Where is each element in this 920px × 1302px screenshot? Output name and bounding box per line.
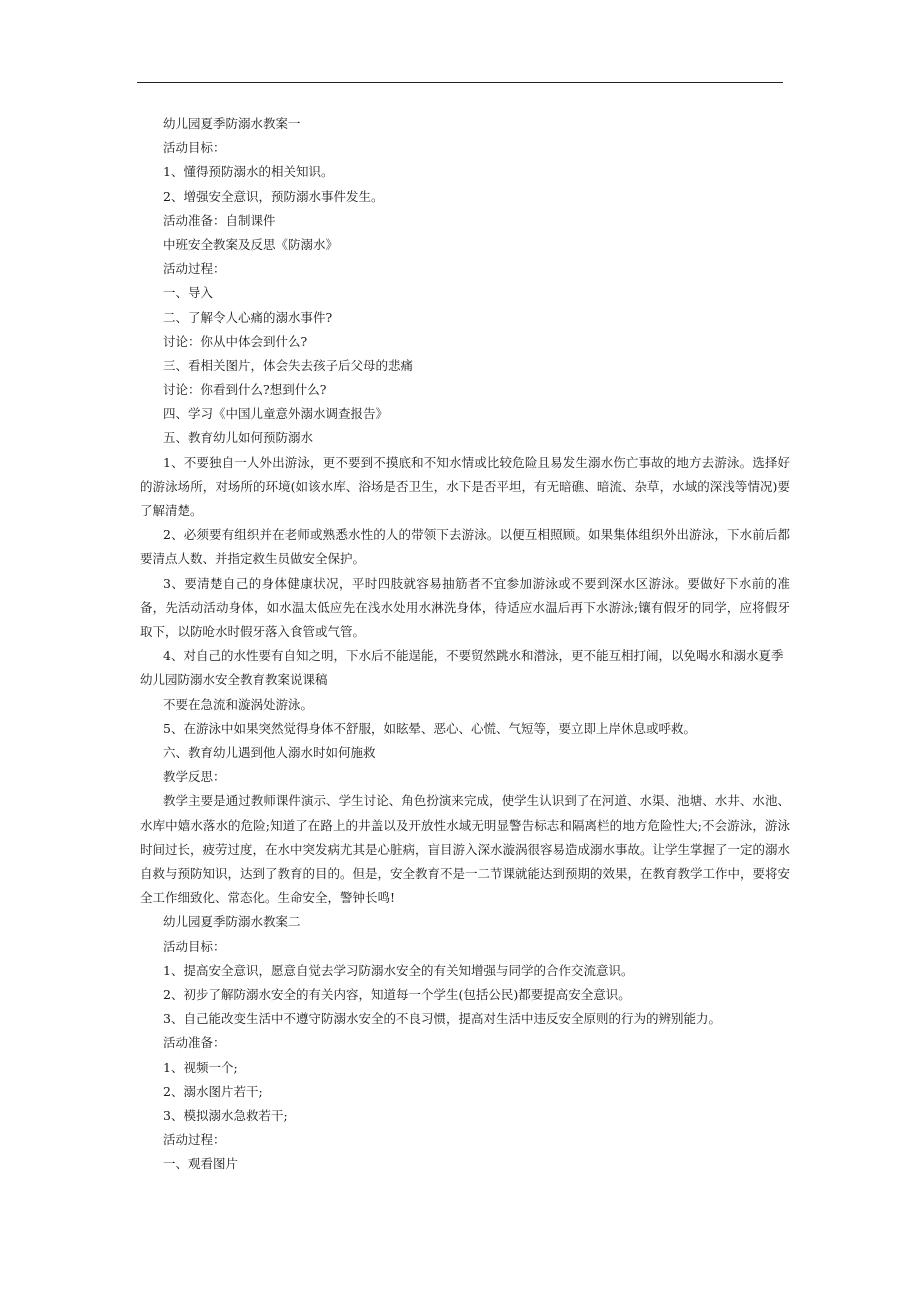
- text-line: 1、提高安全意识，愿意自觉去学习防溺水安全的有关知增强与同学的合作交流意识。: [163, 962, 634, 978]
- text-line: 一、导入: [163, 285, 214, 301]
- text-line: 讨论：你看到什么?想到什么?: [163, 382, 327, 398]
- text-line: 活动目标：: [163, 140, 226, 156]
- text-line: 3、模拟溺水急救若干;: [163, 1107, 288, 1123]
- text-line: 1、视频一个;: [163, 1059, 238, 1075]
- header-rule: [137, 82, 783, 83]
- text-line: 六、教育幼儿遇到他人溺水时如何施救: [163, 745, 376, 761]
- document-body: [140, 112, 790, 1176]
- text-line: 四、学习《中国儿童意外溺水调查报告》: [163, 406, 389, 422]
- text-line: 活动准备：: [163, 1035, 226, 1051]
- text-line: 1、懂得预防溺水的相关知识。: [163, 164, 334, 180]
- text-line: 2、溺水图片若干;: [163, 1083, 263, 1099]
- text-line: 三、看相关图片，体会失去孩子后父母的悲痛: [163, 357, 414, 373]
- paragraph: 2、必须要有组织并在老师或熟悉水性的人的带领下去游泳。以便互相照顾。如果集体组织外出游泳，下水前后都要清点人数、并指定救生员做安全保护。: [140, 527, 790, 567]
- text-line: 五、教育幼儿如何预防溺水: [163, 430, 314, 446]
- text-line: 2、增强安全意识，预防溺水事件发生。: [163, 188, 384, 204]
- text-line: 活动目标：: [163, 938, 226, 954]
- text-line: 一、观看图片: [163, 1156, 239, 1172]
- text-line: 3、自己能改变生活中不遵守防溺水安全的不良习惯，提高对生活中违反安全原则的行为的辨别能力。: [163, 1011, 721, 1027]
- paragraph: 教学主要是通过教师课件演示、学生讨论、角色扮演来完成，使学生认识到了在河道、水渠、池塘、水井、水池、水库中嬉水落水的危险;知道了在路上的井盖以及开放性水域无明显警告标志和隔离栏的地方危险性大;不会游泳，游泳时间过长，疲劳过度，在水中突发病尤其是心脏病，盲目游入深水漩涡很容易造成溺水事故。让学生掌握了一定的溺水自救与预防知识，达到了教育的目的。但是，安全教育不是一二节课就能达到预期的效果，在教育教学工作中，要将安全工作细致化、常态化。生命安全，警钟长鸣!: [140, 793, 791, 906]
- paragraph: 4、对自己的水性要有自知之明，下水后不能逞能，不要贸然跳水和潜泳，更不能互相打闹，以免喝水和溺水夏季: [163, 648, 784, 664]
- text-line: 不要在急流和漩涡处游泳。: [163, 696, 314, 712]
- lesson-title-2: 幼儿园夏季防溺水教案二: [163, 914, 301, 930]
- text-line: 5、在游泳中如果突然觉得身体不舒服，如眩晕、恶心、心慌、气短等，要立即上岸休息或呼救。: [163, 720, 696, 736]
- lesson-title-1: 幼儿园夏季防溺水教案一: [163, 116, 301, 131]
- text-line: 幼儿园防溺水安全教育教案说课稿: [140, 672, 328, 688]
- text-line: 活动过程：: [163, 261, 226, 277]
- paragraph: 3、要清楚自己的身体健康状况，平时四肢就容易抽筋者不宜参加游泳或不要到深水区游泳。要做好下水前的准备，先活动活动身体，如水温太低应先在浅水处用水淋洗身体，待适应水温后再下水游泳;镶有假牙的同学，应将假牙取下，以防呛水时假牙落入食管或气管。: [140, 575, 790, 640]
- text-line: 二、了解令人心痛的溺水事件?: [163, 309, 333, 325]
- text-line: 讨论：你从中体会到什么?: [163, 333, 308, 349]
- text-line: 活动过程：: [163, 1132, 226, 1148]
- text-line: 中班安全教案及反思《防溺水》: [163, 236, 339, 252]
- text-line: 教学反思：: [163, 769, 226, 785]
- paragraph: 1、不要独自一人外出游泳，更不要到不摸底和不知水情或比较危险且易发生溺水伤亡事故的地方去游泳。选择好的游泳场所，对场所的环境(如该水库、浴场是否卫生，水下是否平坦，有无暗礁、暗流、杂草，水域的深浅等情况)要了解清楚。: [140, 454, 790, 519]
- text-line: 活动准备：自制课件: [163, 212, 276, 228]
- text-line: 2、初步了解防溺水安全的有关内容，知道每一个学生(包括公民)都要提高安全意识。: [163, 986, 631, 1002]
